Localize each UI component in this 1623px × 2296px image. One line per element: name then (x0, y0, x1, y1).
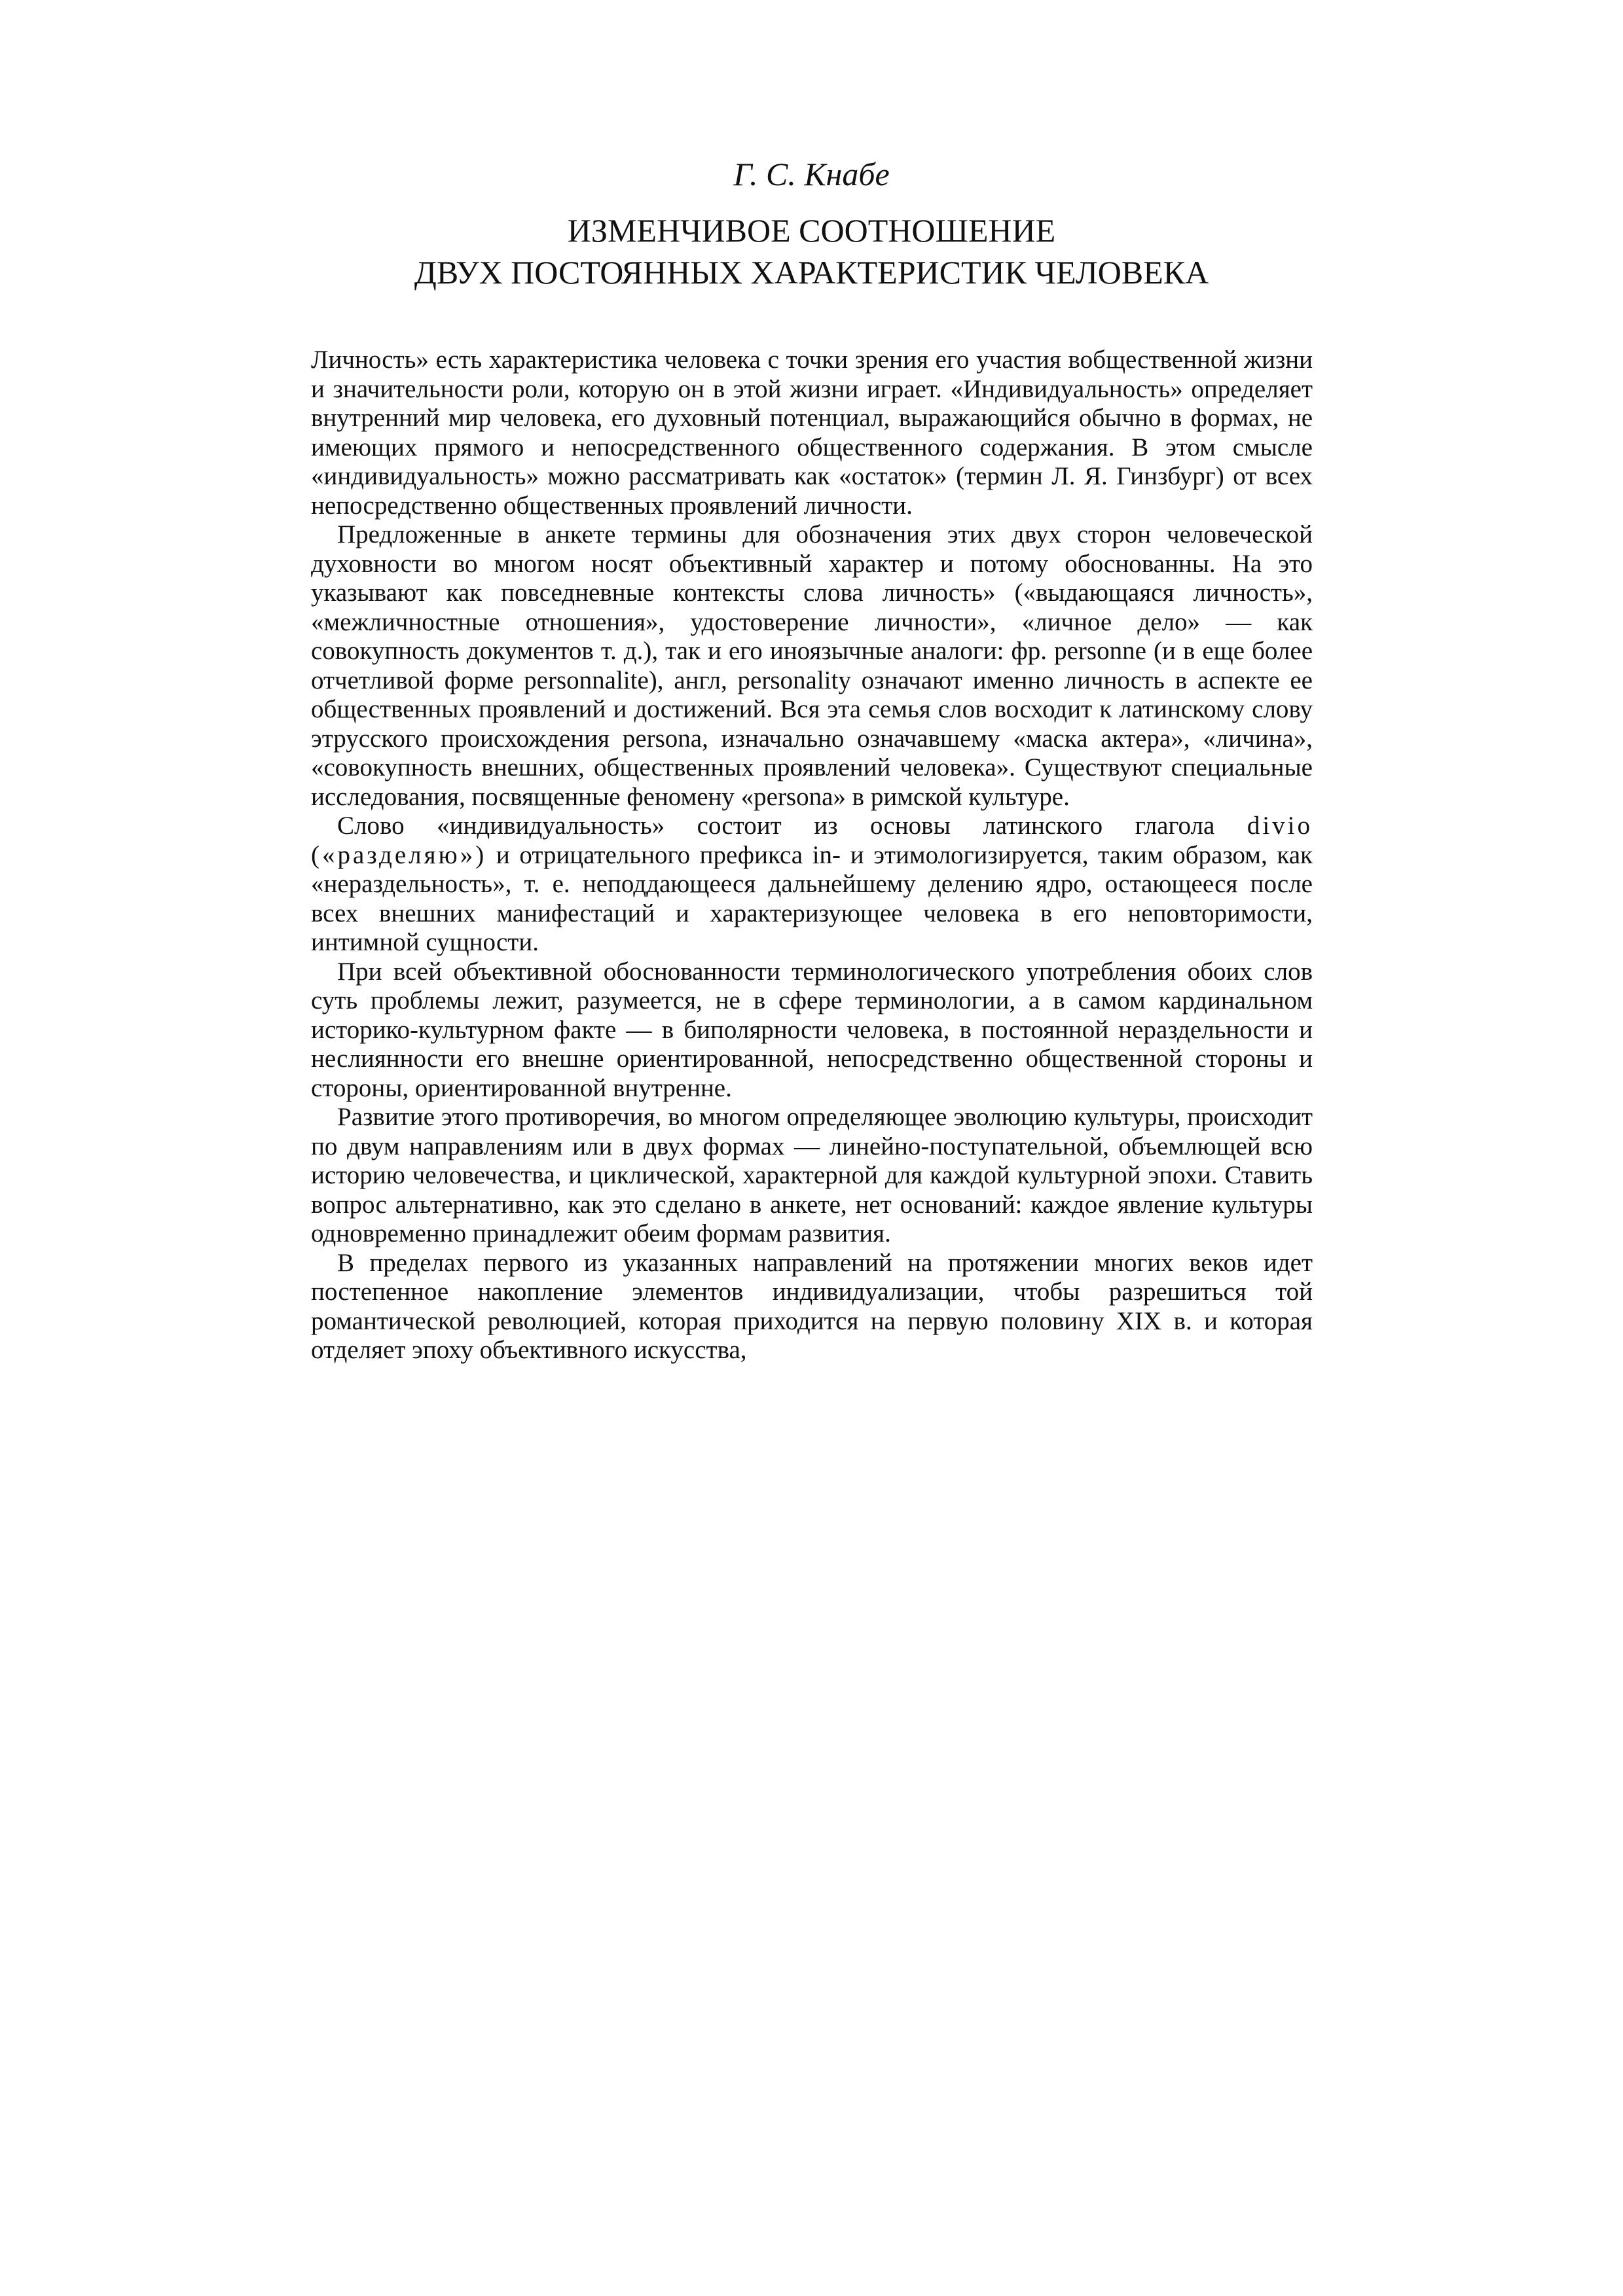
article-body (311, 346, 1313, 1365)
paragraph-3-after: и отрицательного префикса in- и этимологизируется, таким образом, как «нераздельность», т. е. неподдающееся дальнейшему делению ядро, остающееся после всех внешних манифестаций и характеризующее человека в его неповторимости, интимной сущности. (311, 840, 1313, 956)
paragraph-1: Личность» есть характеристика человека с точки зрения его участия вобщественной жизни и значительности роли, которую он в этой жизни играет. «Индивидуальность» определяет внутренний мир человека, его духовный потенциал, выражающийся обычно в формах, не имеющих прямого и непосредственного общественного содержания. В этом смысле «индивидуальность» можно рассматривать как «остаток» (термин Л. Я. Гинзбург) от всех непосредственно общественных проявлений личности. (311, 346, 1313, 520)
paragraph-3-spaced-term: divio («разделяю») (311, 812, 1313, 869)
paragraph-3-before: Слово «индивидуальность» состоит из основы латинского глагола (337, 812, 1247, 840)
title-line-1: ИЗМЕНЧИВОЕ СООТНОШЕНИЕ (567, 212, 1056, 249)
paragraph-3 (311, 812, 1313, 958)
author-name: Г. С. Кнабе (733, 156, 890, 192)
paragraph-4: При всей объективной обоснованности терминологического употребления обоих слов суть проблемы лежит, разумеется, не в сфере терминологии, а в самом кардинальном историко-культурном факте — в биполярности человека, в постоянной нераздельности и неслиянности его внешне ориентированной, непосредственно общественной стороны и стороны, ориентированной внутренне. (311, 957, 1313, 1102)
paragraph-2: Предложенные в анкете термины для обозначения этих двух сторон человеческой духовности во многом носят объективный характер и потому обоснованны. На это указывают как повседневные контексты слова личность» («выдающаяся личность», «межличностные отношения», удостоверение личности», «личное дело» — как совокупность документов т. д.), так и его иноязычные аналоги: фр. personne (и в еще более отчетливой форме personnalite), англ, personality означают именно личность в аспекте ее общественных проявлений и достижений. Вся эта семья слов восходит к латинскому слову этрусского происхождения persona, изначально означавшему «маска актера», «личина», «совокупность внешних, общественных проявлений человека». Существуют специальные исследования, посвященные феномену «persona» в римской культуре. (311, 520, 1313, 811)
article-title (0, 209, 1623, 293)
paragraph-5: Развитие этого противоречия, во многом определяющее эволюцию культуры, происходит по двум направлениям или в двух формах — линейно-поступательной, объемлющей всю историю человечества, и циклической, характерной для каждой культурной эпохи. Ставить вопрос альтернативно, как это сделано в анкете, нет оснований: каждое явление культуры одновременно принадлежит обеим формам развития. (311, 1103, 1313, 1247)
paragraph-6: В пределах первого из указанных направлений на протяжении многих веков идет постепенное накопление элементов индивидуализации, чтобы разрешиться той романтической революцией, которая приходится на первую половину XIX в. и которая отделяет эпоху объективного искусства, (311, 1248, 1313, 1364)
title-line-2: ДВУХ ПОСТОЯННЫХ ХАРАКТЕРИСТИК ЧЕЛОВЕКА (414, 254, 1209, 291)
